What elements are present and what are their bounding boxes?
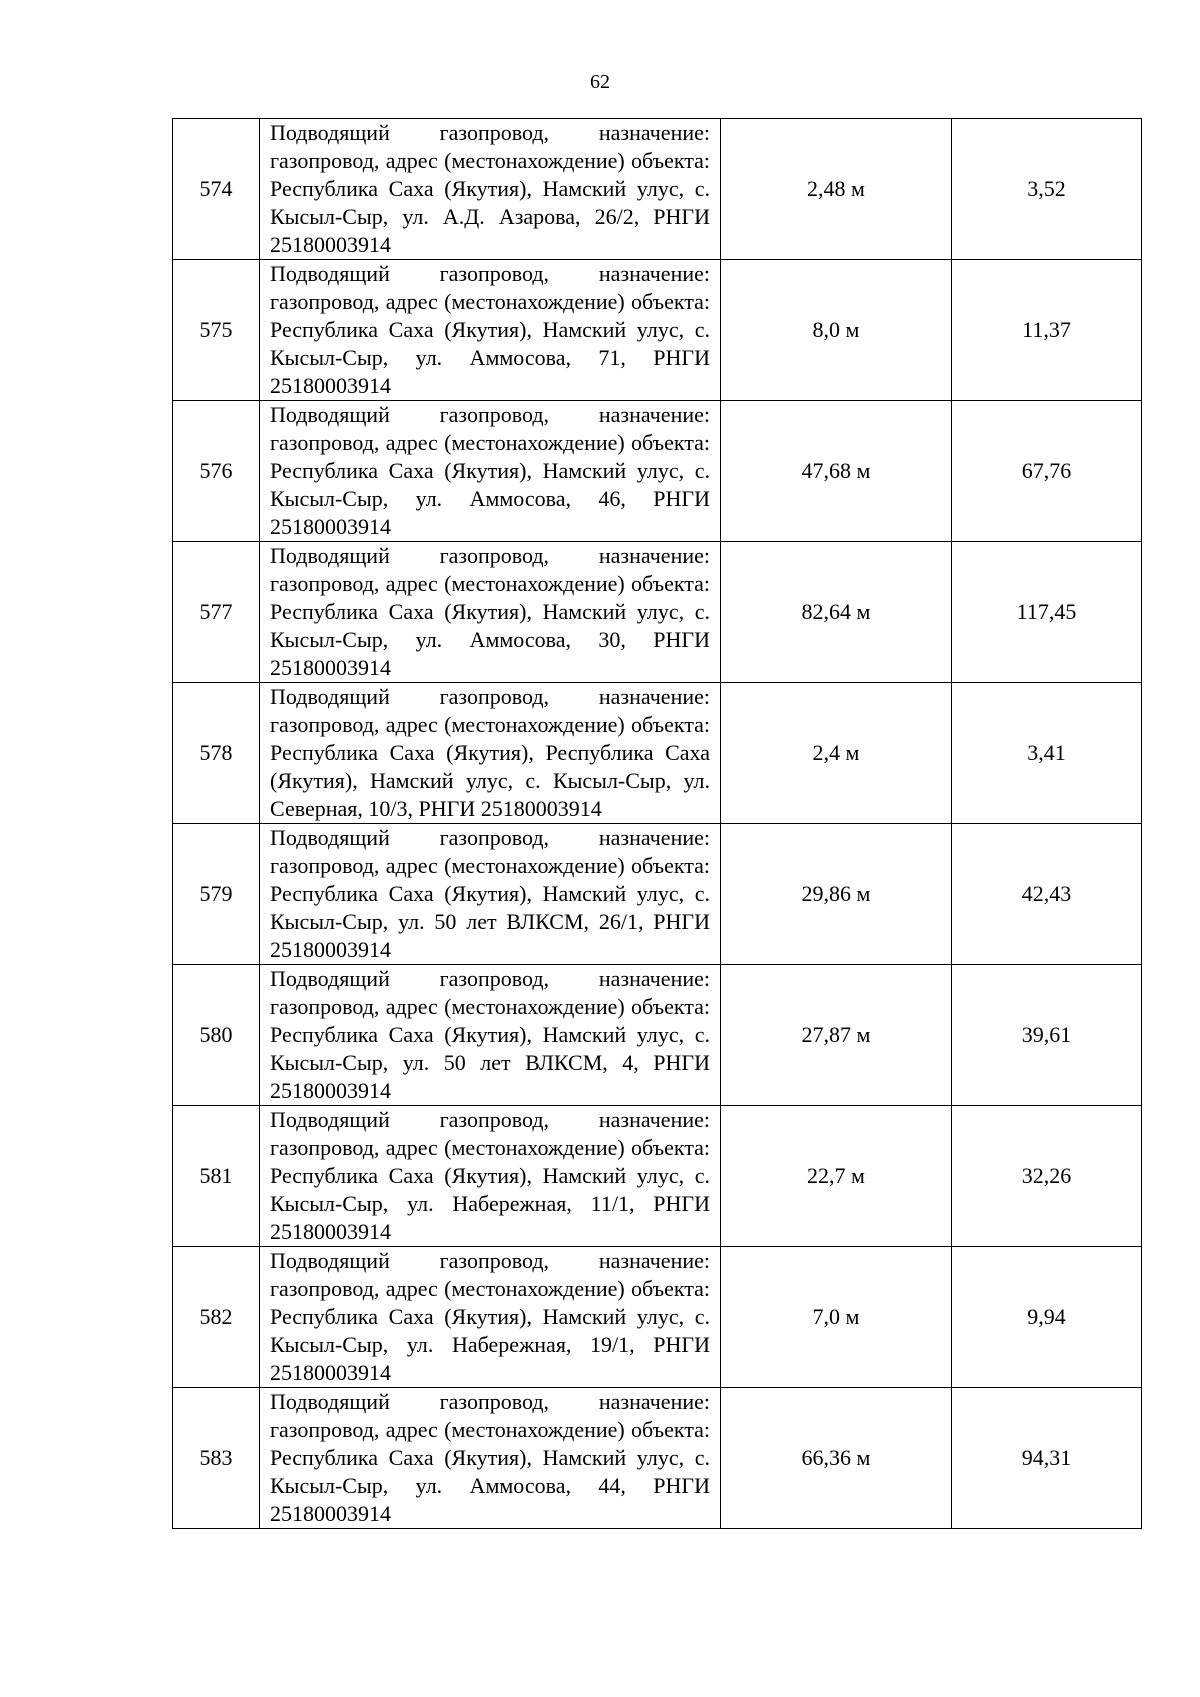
row-value: 42,43 — [952, 824, 1142, 965]
row-description: Подводящий газопровод, назначение: газопровод, адрес (местонахождение) объекта: Республика Саха (Якутия), Намский улус, с. Кысыл-Сыр, ул. Аммосова, 46, РНГИ 25180003914 — [260, 401, 721, 542]
row-description: Подводящий газопровод, назначение: газопровод, адрес (местонахождение) объекта: Республика Саха (Якутия), Республика Саха (Якутия), Намский улус, с. Кысыл-Сыр, ул. Северная, 10/3, РНГИ 25180003914 — [260, 683, 721, 824]
row-value: 11,37 — [952, 260, 1142, 401]
row-value: 3,41 — [952, 683, 1142, 824]
table-row — [173, 1247, 1142, 1388]
row-number: 583 — [173, 1388, 260, 1529]
table-row — [173, 683, 1142, 824]
table-row — [173, 824, 1142, 965]
row-number: 576 — [173, 401, 260, 542]
table-row — [173, 260, 1142, 401]
row-description: Подводящий газопровод, назначение: газопровод, адрес (местонахождение) объекта: Республика Саха (Якутия), Намский улус, с. Кысыл-Сыр, ул. Аммосова, 44, РНГИ 25180003914 — [260, 1388, 721, 1529]
row-number: 578 — [173, 683, 260, 824]
row-length: 22,7 м — [721, 1106, 952, 1247]
table-row — [173, 965, 1142, 1106]
table-row — [173, 542, 1142, 683]
row-description: Подводящий газопровод, назначение: газопровод, адрес (местонахождение) объекта: Республика Саха (Якутия), Намский улус, с. Кысыл-Сыр, ул. Набережная, 19/1, РНГИ 25180003914 — [260, 1247, 721, 1388]
row-number: 582 — [173, 1247, 260, 1388]
row-description: Подводящий газопровод, назначение: газопровод, адрес (местонахождение) объекта: Республика Саха (Якутия), Намский улус, с. Кысыл-Сыр, ул. 50 лет ВЛКСМ, 4, РНГИ 25180003914 — [260, 965, 721, 1106]
row-number: 577 — [173, 542, 260, 683]
row-description: Подводящий газопровод, назначение: газопровод, адрес (местонахождение) объекта: Республика Саха (Якутия), Намский улус, с. Кысыл-Сыр, ул. А.Д. Азарова, 26/2, РНГИ 25180003914 — [260, 119, 721, 260]
row-length: 29,86 м — [721, 824, 952, 965]
table-row — [173, 119, 1142, 260]
table-row — [173, 1106, 1142, 1247]
row-length: 2,4 м — [721, 683, 952, 824]
row-length: 27,87 м — [721, 965, 952, 1106]
row-value: 39,61 — [952, 965, 1142, 1106]
row-value: 117,45 — [952, 542, 1142, 683]
row-value: 9,94 — [952, 1247, 1142, 1388]
row-value: 32,26 — [952, 1106, 1142, 1247]
page-number: 62 — [590, 71, 610, 93]
row-length: 2,48 м — [721, 119, 952, 260]
row-number: 575 — [173, 260, 260, 401]
table-row — [173, 401, 1142, 542]
table-row — [173, 1388, 1142, 1529]
row-number: 581 — [173, 1106, 260, 1247]
row-length: 47,68 м — [721, 401, 952, 542]
row-description: Подводящий газопровод, назначение: газопровод, адрес (местонахождение) объекта: Республика Саха (Якутия), Намский улус, с. Кысыл-Сыр, ул. Аммосова, 71, РНГИ 25180003914 — [260, 260, 721, 401]
row-value: 3,52 — [952, 119, 1142, 260]
row-number: 579 — [173, 824, 260, 965]
row-length: 7,0 м — [721, 1247, 952, 1388]
row-value: 94,31 — [952, 1388, 1142, 1529]
row-description: Подводящий газопровод, назначение: газопровод, адрес (местонахождение) объекта: Республика Саха (Якутия), Намский улус, с. Кысыл-Сыр, ул. Аммосова, 30, РНГИ 25180003914 — [260, 542, 721, 683]
row-description: Подводящий газопровод, назначение: газопровод, адрес (местонахождение) объекта: Республика Саха (Якутия), Намский улус, с. Кысыл-Сыр, ул. 50 лет ВЛКСМ, 26/1, РНГИ 25180003914 — [260, 824, 721, 965]
row-description: Подводящий газопровод, назначение: газопровод, адрес (местонахождение) объекта: Республика Саха (Якутия), Намский улус, с. Кысыл-Сыр, ул. Набережная, 11/1, РНГИ 25180003914 — [260, 1106, 721, 1247]
row-length: 8,0 м — [721, 260, 952, 401]
row-number: 574 — [173, 119, 260, 260]
row-length: 66,36 м — [721, 1388, 952, 1529]
row-value: 67,76 — [952, 401, 1142, 542]
registry-table — [172, 118, 1142, 1529]
row-length: 82,64 м — [721, 542, 952, 683]
row-number: 580 — [173, 965, 260, 1106]
